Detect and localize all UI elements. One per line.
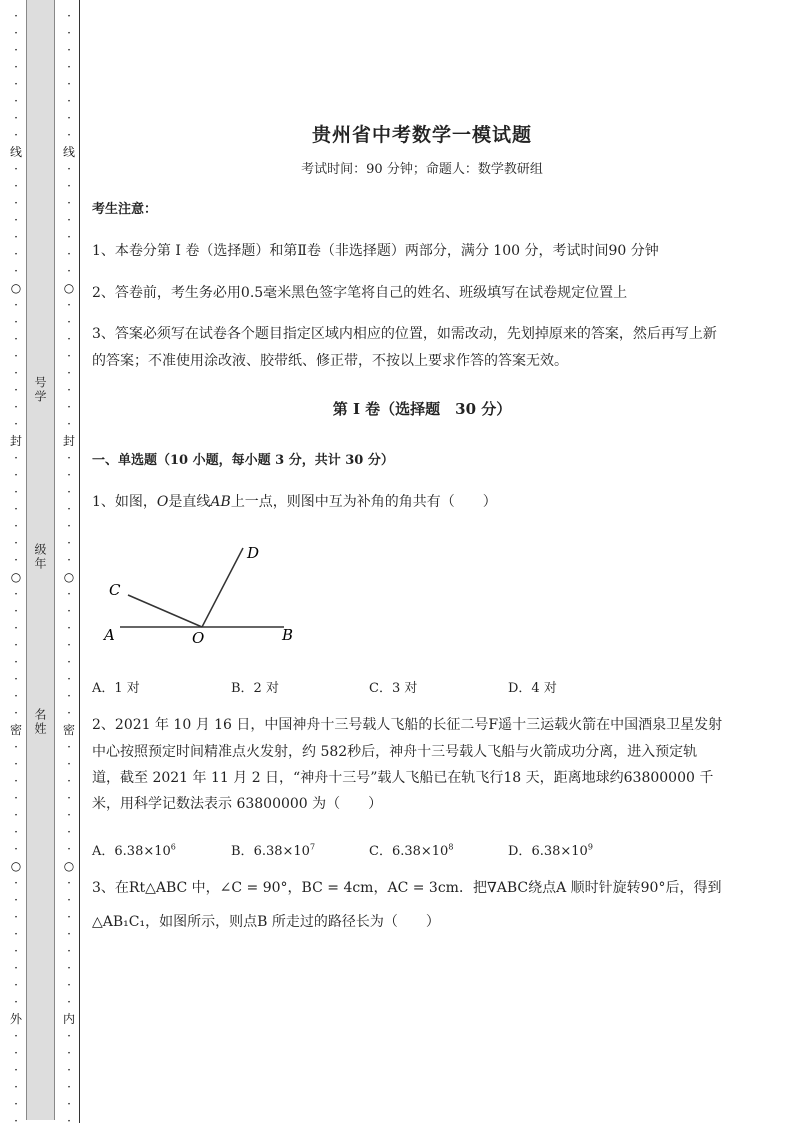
label-o: O bbox=[192, 629, 205, 647]
margin-dot: · bbox=[67, 485, 71, 499]
margin-dot: · bbox=[14, 910, 18, 924]
margin-mark: 封 bbox=[62, 434, 75, 448]
q2-option-b bbox=[231, 840, 315, 859]
q2-option-d-label: D． bbox=[508, 844, 532, 859]
margin-dot: · bbox=[14, 128, 18, 142]
margin-dot: · bbox=[67, 791, 71, 805]
margin-dot: · bbox=[67, 927, 71, 941]
margin-dot: · bbox=[14, 111, 18, 125]
margin-dot: · bbox=[14, 536, 18, 550]
margin-dot: · bbox=[14, 604, 18, 618]
margin-dot: · bbox=[14, 519, 18, 533]
margin-dot: · bbox=[67, 315, 71, 329]
margin-dot: · bbox=[14, 1046, 18, 1060]
label-a: A bbox=[104, 626, 115, 644]
margin-dot: · bbox=[14, 995, 18, 1009]
margin-dot: · bbox=[67, 298, 71, 312]
margin-dot: · bbox=[67, 740, 71, 754]
q2-option-a bbox=[92, 840, 176, 859]
margin-mark: ○ bbox=[10, 859, 22, 873]
margin-dot: · bbox=[67, 655, 71, 669]
margin-dot: · bbox=[14, 247, 18, 261]
page-subtitle: 考试时间：90 分钟；命题人：数学教研组 bbox=[301, 162, 543, 177]
margin-dot: · bbox=[14, 893, 18, 907]
q1-figure bbox=[92, 535, 322, 655]
margin-dot: · bbox=[14, 94, 18, 108]
margin-dot: · bbox=[67, 366, 71, 380]
notice-item-1: 1、本卷分第 I 卷（选择题）和第Ⅱ卷（非选择题）两部分，满分 100 分，考试时间90 分钟 bbox=[92, 243, 659, 259]
q1-point: O bbox=[156, 494, 169, 510]
margin-dot: · bbox=[14, 927, 18, 941]
margin-mark: 密 bbox=[9, 723, 22, 737]
q1-mid: 是直线 bbox=[168, 494, 211, 510]
margin-dot: · bbox=[67, 961, 71, 975]
q2-line-4: 米，用科学记数法表示 63800000 为（ ） bbox=[92, 796, 383, 812]
margin-dot: · bbox=[14, 876, 18, 890]
margin-dot: · bbox=[67, 893, 71, 907]
margin-dot: · bbox=[14, 332, 18, 346]
margin-dot: · bbox=[14, 366, 18, 380]
q1-prefix: 1、如图， bbox=[92, 494, 157, 510]
margin-dot: · bbox=[14, 740, 18, 754]
margin-dot: · bbox=[67, 60, 71, 74]
margin-dot: · bbox=[14, 825, 18, 839]
margin-dot: · bbox=[14, 9, 18, 23]
q2-option-d-exp: 9 bbox=[587, 842, 593, 852]
margin-dot: · bbox=[14, 655, 18, 669]
margin-dot: · bbox=[67, 502, 71, 516]
q1-text bbox=[92, 489, 497, 516]
section-title: 第 I 卷（选择题 30 分） bbox=[332, 400, 512, 418]
q2-line-1: 2、2021 年 10 月 16 日，中国神舟十三号载人飞船的长征二号F遥十三运载火箭在中国酒泉卫星发射 bbox=[92, 717, 723, 733]
margin-dot: · bbox=[67, 689, 71, 703]
margin-dot: · bbox=[14, 196, 18, 210]
q2-line-2: 中心按照预定时间精准点火发射，约 582秒后，神舟十三号载人飞船与火箭成功分离，进入预定轨 bbox=[92, 744, 698, 760]
q2-option-c-exp: 8 bbox=[448, 842, 454, 852]
margin-dot: · bbox=[67, 825, 71, 839]
margin-dot: · bbox=[14, 842, 18, 856]
q1-suffix: 上一点，则图中互为补角的角共有（ ） bbox=[230, 494, 497, 510]
margin-dot: · bbox=[14, 77, 18, 91]
margin-dot: · bbox=[14, 417, 18, 431]
margin-dot: · bbox=[14, 791, 18, 805]
margin-dot: · bbox=[67, 383, 71, 397]
margin-dot: · bbox=[67, 111, 71, 125]
margin-dot: · bbox=[67, 553, 71, 567]
margin-dot: · bbox=[14, 383, 18, 397]
margin-dot: · bbox=[67, 536, 71, 550]
q1-option-b: B．2 对 bbox=[231, 681, 279, 696]
margin-dot: · bbox=[67, 757, 71, 771]
margin-divider-line bbox=[79, 0, 80, 1123]
label-b: B bbox=[282, 626, 294, 644]
margin-dot: · bbox=[67, 1063, 71, 1077]
notice-heading: 考生注意： bbox=[92, 202, 158, 217]
margin-dot: · bbox=[67, 604, 71, 618]
margin-dot: · bbox=[14, 587, 18, 601]
margin-dot: · bbox=[14, 60, 18, 74]
margin-dot: · bbox=[67, 179, 71, 193]
q2-option-c-base: 6.38×10 bbox=[391, 844, 449, 859]
inner-dot-column bbox=[62, 0, 75, 1128]
margin-dot: · bbox=[67, 43, 71, 57]
margin-dot: · bbox=[14, 944, 18, 958]
margin-dot: · bbox=[67, 417, 71, 431]
q2-option-d-base: 6.38×10 bbox=[531, 844, 588, 859]
margin-dot: · bbox=[67, 587, 71, 601]
margin-mark: ○ bbox=[63, 859, 75, 873]
margin-dot: · bbox=[67, 1029, 71, 1043]
label-c: C bbox=[109, 581, 121, 599]
notice-item-3: 3、答案必须写在试卷各个题目指定区域内相应的位置，如需改动，先划掉原来的答案，然后再写上新 bbox=[92, 326, 717, 342]
margin-dot: · bbox=[67, 400, 71, 414]
margin-mark: 线 bbox=[62, 145, 75, 159]
margin-dot: · bbox=[67, 978, 71, 992]
margin-dot: · bbox=[14, 162, 18, 176]
margin-dot: · bbox=[14, 1114, 18, 1128]
margin-mark: 内 bbox=[62, 1012, 75, 1026]
margin-dot: · bbox=[67, 876, 71, 890]
margin-dot: · bbox=[67, 77, 71, 91]
margin-dot: · bbox=[14, 179, 18, 193]
margin-dot: · bbox=[67, 196, 71, 210]
margin-dot: · bbox=[14, 1029, 18, 1043]
margin-dot: · bbox=[14, 689, 18, 703]
margin-dot: · bbox=[14, 485, 18, 499]
margin-dot: · bbox=[14, 553, 18, 567]
margin-dot: · bbox=[67, 774, 71, 788]
margin-dot: · bbox=[67, 808, 71, 822]
margin-dot: · bbox=[14, 706, 18, 720]
label-d: D bbox=[247, 544, 260, 562]
q2-line-3: 道，截至 2021 年 11 月 2 日，“神舟十三号”载人飞船已在轨飞行18 天，距离地球约63800000 千 bbox=[92, 770, 714, 786]
margin-dot: · bbox=[67, 842, 71, 856]
margin-dot: · bbox=[14, 1080, 18, 1094]
margin-dot: · bbox=[14, 26, 18, 40]
q2-option-c-label: C． bbox=[369, 844, 392, 859]
margin-dot: · bbox=[14, 502, 18, 516]
margin-mark: ○ bbox=[10, 281, 22, 295]
q1-option-d: D．4 对 bbox=[508, 681, 557, 696]
q2-option-a-base: 6.38×10 bbox=[114, 844, 171, 859]
q3-line-1: 3、在Rt△ABC 中，∠C = 90°，BC = 4cm，AC = 3cm．把∇ABC绕点A 顺时针旋转90°后，得到 bbox=[92, 880, 722, 896]
q2-option-b-label: B． bbox=[231, 844, 254, 859]
margin-mark: 线 bbox=[9, 145, 22, 159]
margin-dot: · bbox=[67, 1097, 71, 1111]
notice-item-2: 2、答卷前，考生务必用0.5毫米黑色签字笔将自己的姓名、班级填写在试卷规定位置上 bbox=[92, 285, 628, 301]
margin-dot: · bbox=[67, 1080, 71, 1094]
margin-dot: · bbox=[67, 162, 71, 176]
q2-option-a-label: A． bbox=[92, 844, 115, 859]
margin-dot: · bbox=[67, 1046, 71, 1060]
margin-dot: · bbox=[67, 247, 71, 261]
margin-dot: · bbox=[67, 9, 71, 23]
margin-dot: · bbox=[14, 43, 18, 57]
margin-dot: · bbox=[67, 332, 71, 346]
margin-dot: · bbox=[67, 1114, 71, 1128]
margin-dot: · bbox=[67, 213, 71, 227]
margin-dot: · bbox=[14, 400, 18, 414]
margin-mark: ○ bbox=[10, 570, 22, 584]
field-name: 名姓 bbox=[33, 708, 47, 736]
ray-od bbox=[202, 548, 243, 627]
margin-dot: · bbox=[67, 264, 71, 278]
margin-dot: · bbox=[67, 94, 71, 108]
margin-dot: · bbox=[14, 774, 18, 788]
margin-mark: ○ bbox=[63, 281, 75, 295]
binding-margin bbox=[0, 0, 90, 1128]
margin-dot: · bbox=[67, 230, 71, 244]
page-title: 贵州省中考数学一模试题 bbox=[311, 124, 532, 146]
margin-dot: · bbox=[67, 995, 71, 1009]
margin-mark: 封 bbox=[9, 434, 22, 448]
margin-dot: · bbox=[14, 978, 18, 992]
q2-option-c bbox=[369, 840, 453, 859]
margin-dot: · bbox=[67, 910, 71, 924]
notice-item-3-cont: 的答案；不准使用涂改液、胶带纸、修正带，不按以上要求作答的答案无效。 bbox=[92, 353, 568, 369]
margin-mark: ○ bbox=[63, 570, 75, 584]
margin-dot: · bbox=[14, 808, 18, 822]
margin-dot: · bbox=[67, 638, 71, 652]
q2-option-b-base: 6.38×10 bbox=[253, 844, 310, 859]
margin-dot: · bbox=[14, 757, 18, 771]
margin-dot: · bbox=[14, 672, 18, 686]
margin-dot: · bbox=[67, 468, 71, 482]
margin-dot: · bbox=[14, 638, 18, 652]
margin-dot: · bbox=[67, 451, 71, 465]
margin-dot: · bbox=[14, 621, 18, 635]
margin-dot: · bbox=[67, 706, 71, 720]
q1-option-c: C．3 对 bbox=[369, 681, 418, 696]
field-grade: 级年 bbox=[33, 543, 47, 571]
margin-dot: · bbox=[14, 298, 18, 312]
field-student-id: 号学 bbox=[33, 376, 47, 404]
margin-dot: · bbox=[67, 672, 71, 686]
margin-dot: · bbox=[67, 128, 71, 142]
q2-option-b-exp: 7 bbox=[309, 842, 316, 852]
ray-oc bbox=[128, 595, 202, 627]
margin-dot: · bbox=[67, 621, 71, 635]
margin-dot: · bbox=[14, 213, 18, 227]
margin-dot: · bbox=[14, 1063, 18, 1077]
q3-line-2: △AB₁C₁，如图所示，则点B 所走过的路径长为（ ） bbox=[92, 914, 440, 930]
part1-heading: 一、单选题（10 小题，每小题 3 分，共计 30 分） bbox=[92, 453, 394, 468]
margin-dot: · bbox=[67, 26, 71, 40]
margin-dot: · bbox=[14, 349, 18, 363]
margin-dot: · bbox=[14, 230, 18, 244]
margin-dot: · bbox=[14, 1097, 18, 1111]
margin-dot: · bbox=[67, 349, 71, 363]
outer-dot-column bbox=[9, 0, 22, 1128]
margin-dot: · bbox=[14, 961, 18, 975]
margin-dot: · bbox=[14, 315, 18, 329]
q2-option-a-exp: 6 bbox=[170, 842, 176, 852]
margin-mark: 外 bbox=[9, 1012, 22, 1026]
margin-dot: · bbox=[14, 264, 18, 278]
margin-dot: · bbox=[67, 944, 71, 958]
margin-dot: · bbox=[14, 451, 18, 465]
q1-line: AB bbox=[210, 494, 231, 510]
margin-dot: · bbox=[67, 519, 71, 533]
margin-dot: · bbox=[14, 468, 18, 482]
q1-option-a: A．1 对 bbox=[92, 681, 140, 696]
margin-mark: 密 bbox=[62, 723, 75, 737]
q2-option-d bbox=[508, 840, 593, 859]
